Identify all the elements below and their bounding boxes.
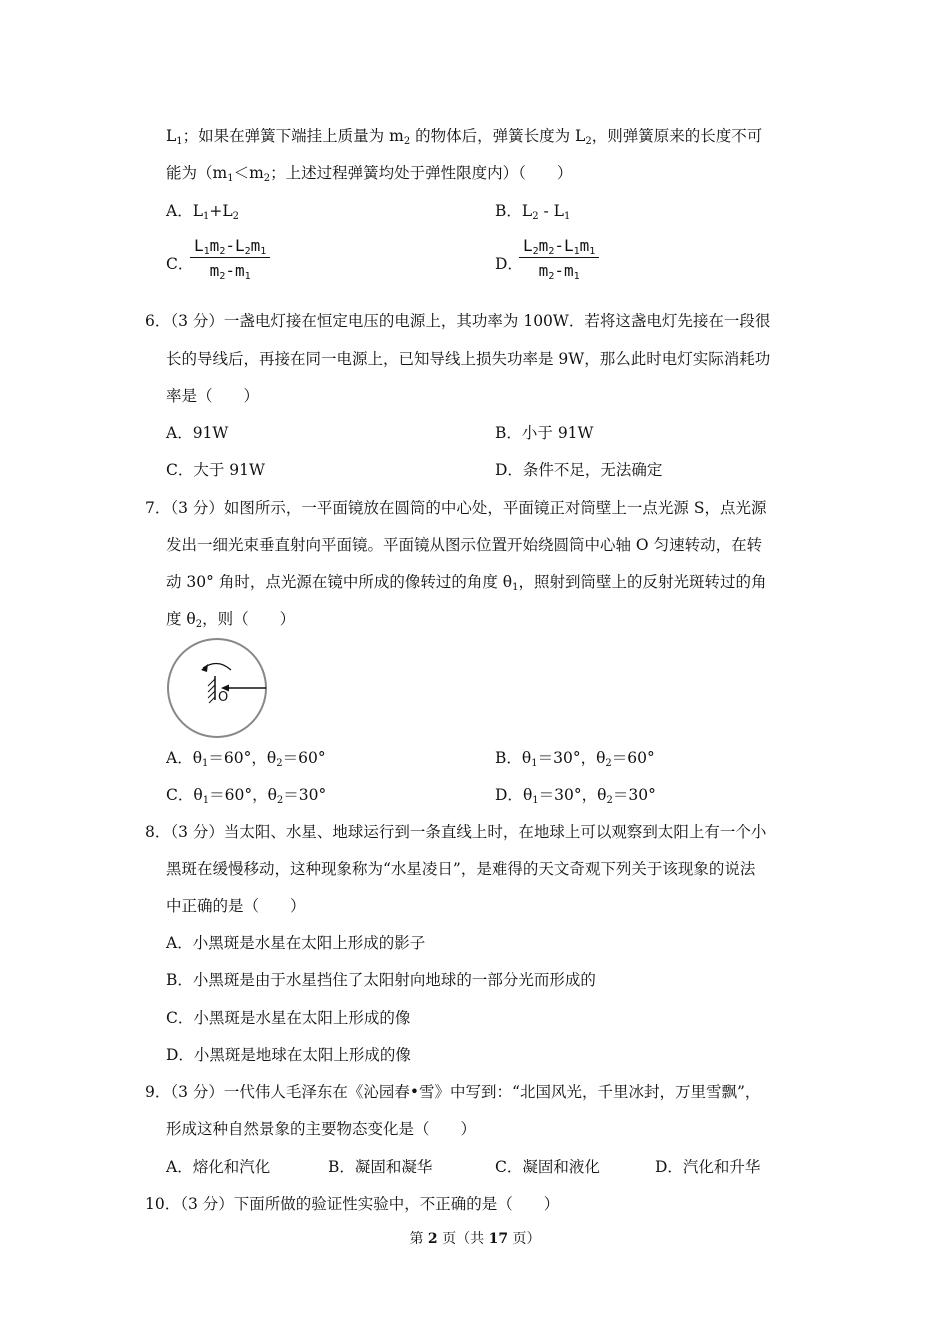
current-page-number: 2 — [427, 1231, 438, 1247]
q7-stem-line3: 动 30° 角时，点光源在镜中所成的像转过的角度 $\theta_1$，照射到筒壁上的反射光斑转过的角 — [166, 573, 767, 593]
q9-stem-line2: 形成这种自然景象的主要物态变化是（ ） — [166, 1120, 477, 1138]
q8-option-a[interactable]: A．小黑斑是水星在太阳上形成的影子 — [166, 934, 426, 952]
q5-stem-line2: 能为（$m_1<m_2$；上述过程弹簧均处于弹性限度内）（ ） — [166, 164, 573, 184]
q5-option-a[interactable]: A．$L_1+L_2$ — [166, 202, 240, 222]
q8-stem-line1: 8．（3 分）当太阳、水星、地球运行到一条直线上时，在地球上可以观察到太阳上有一个小 — [145, 823, 767, 841]
q5-option-d-denominator: $m_2-m_1$ — [538, 261, 580, 282]
center-o-label: O — [218, 690, 229, 705]
q8-option-c[interactable]: C．小黑斑是水星在太阳上形成的像 — [166, 1009, 411, 1027]
q6-stem-line3: 率是（ ） — [166, 387, 260, 405]
mirror-hatch — [208, 691, 215, 698]
q9-option-b[interactable]: B．凝固和凝华 — [328, 1158, 433, 1176]
q5-stem-line1: $L_1$；如果在弹簧下端挂上质量为 $m_2$ 的物体后，弹簧长度为 $L_2$，则弹簧原来的长度不可 — [166, 127, 763, 147]
q7-option-c[interactable]: C．$\theta_1=60^\circ$，$\theta_2=30^\circ$ — [166, 786, 327, 806]
mirror-hatch — [208, 685, 215, 692]
q6-option-c[interactable]: C．大于 91W — [166, 461, 265, 479]
q6-option-b[interactable]: B．小于 91W — [495, 424, 594, 442]
q5-option-d-numerator: $L_2m_2-L_1m_1$ — [519, 236, 599, 258]
q7-stem-line4: 度 $\theta_2$，则（ ） — [166, 610, 296, 630]
q9-option-d[interactable]: D．汽化和升华 — [655, 1158, 761, 1176]
q5-option-c-denominator: $m_2-m_1$ — [209, 261, 251, 282]
total-pages-number: 17 — [488, 1231, 509, 1247]
q7-option-b[interactable]: B．$\theta_1=30^\circ$，$\theta_2=60^\circ$ — [495, 749, 655, 769]
q6-option-a[interactable]: A．91W — [166, 424, 229, 442]
q8-stem-line2: 黑斑在缓慢移动，这种现象称为“水星凌日”，是难得的天文奇观下列关于该现象的说法 — [166, 860, 756, 878]
q5-option-c-fraction — [190, 236, 270, 280]
mirror-hatch — [208, 679, 215, 686]
q9-option-c[interactable]: C．凝固和液化 — [495, 1158, 600, 1176]
page-footer: 第 2 页（共 17 页） — [409, 1231, 541, 1247]
q5-option-c-numerator: $L_1m_2-L_2m_1$ — [190, 236, 270, 258]
q6-option-d[interactable]: D．条件不足，无法确定 — [495, 461, 663, 479]
q5-option-d-label[interactable]: D． — [495, 255, 523, 273]
q6-stem-line2: 长的导线后，再接在同一电源上，已知导线上损失功率是 9W，那么此时电灯实际消耗功 — [166, 350, 771, 368]
q9-option-a[interactable]: A．熔化和汽化 — [166, 1158, 271, 1176]
q5-option-c-label[interactable]: C． — [166, 255, 194, 273]
q5-option-d-fraction — [519, 236, 599, 280]
q8-option-d[interactable]: D．小黑斑是地球在太阳上形成的像 — [166, 1046, 411, 1064]
q9-stem-line1: 9．（3 分）一代伟人毛泽东在《沁园春•雪》中写到：“北国风光，千里冰封，万里雪飘”， — [145, 1083, 761, 1101]
q8-stem-line3: 中正确的是（ ） — [166, 897, 306, 915]
q7-option-d[interactable]: D．$\theta_1=30^\circ$，$\theta_2=30^\circ$ — [495, 786, 656, 806]
q6-stem-line1: 6．（3 分）一盏电灯接在恒定电压的电源上，其功率为 100W．若将这盏电灯先接在一段很 — [145, 312, 771, 330]
q7-stem-line1: 7．（3 分）如图所示，一平面镜放在圆筒的中心处，平面镜正对筒壁上一点光源 S，点光源 — [145, 499, 767, 517]
q7-stem-line2: 发出一细光束垂直射向平面镜。平面镜从图示位置开始绕圆筒中心轴 O 匀速转动，在转 — [166, 536, 763, 554]
mirror-hatch — [209, 697, 215, 703]
q5-option-b[interactable]: B．$L_2 - L_1$ — [495, 202, 571, 222]
q10-stem-line1: 10．（3 分）下面所做的验证性实验中，不正确的是（ ） — [145, 1195, 560, 1213]
rotation-arrowhead — [201, 664, 208, 672]
q8-option-b[interactable]: B．小黑斑是由于水星挡住了太阳射向地球的一部分光而形成的 — [166, 971, 596, 989]
cylinder-mirror-figure — [163, 636, 271, 740]
q7-option-a[interactable]: A．$\theta_1=60^\circ$，$\theta_2=60^\circ$ — [166, 749, 326, 769]
